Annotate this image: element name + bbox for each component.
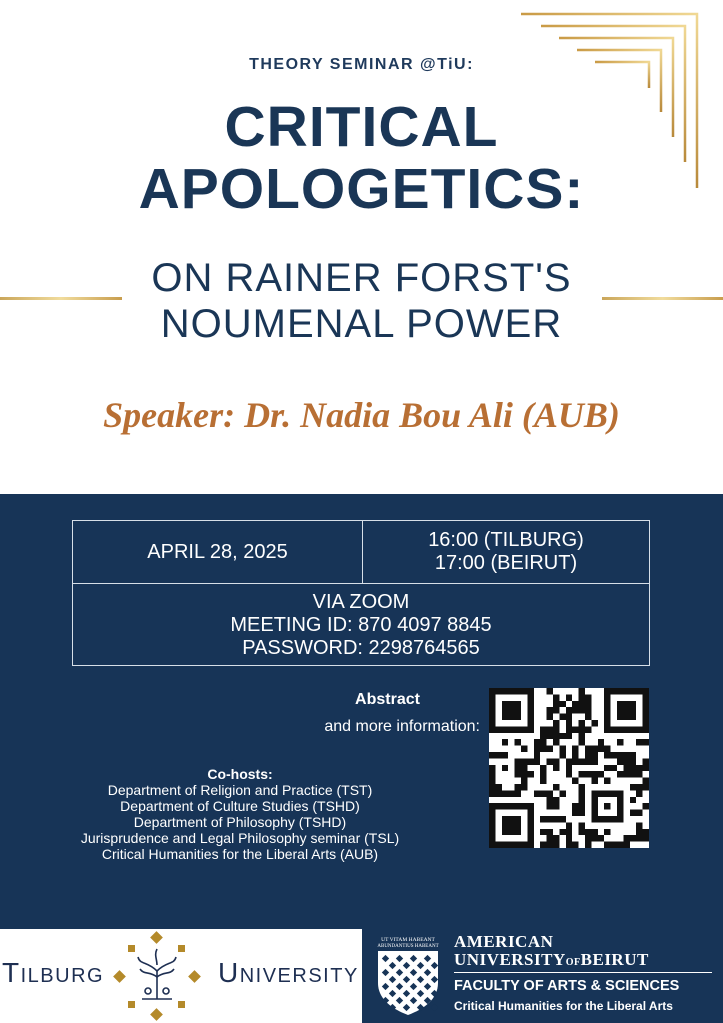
cohost-item: Department of Religion and Practice (TST)	[107, 782, 373, 798]
cohosts-heading: Co-hosts:	[207, 766, 273, 782]
via-zoom: VIA ZOOM	[312, 590, 410, 613]
event-title	[0, 96, 723, 220]
event-date: APRIL 28, 2025	[73, 521, 363, 583]
time-tilburg: 16:00 (TILBURG)	[428, 529, 584, 551]
cohost-item: Critical Humanities for the Liberal Arts (AUB)	[101, 846, 379, 862]
seminar-kicker: THEORY SEMINAR @TiU:	[249, 56, 474, 73]
qr-code[interactable]	[489, 688, 649, 848]
aub-motto-2: ABUNDANTIUS HABEANT	[377, 944, 439, 949]
meeting-id[interactable]: MEETING ID: 870 4097 8845	[230, 613, 492, 636]
aub-line-1: AMERICAN	[454, 932, 554, 951]
time-beirut: 17:00 (BEIRUT)	[434, 552, 578, 574]
abstract-heading: Abstract	[355, 691, 420, 708]
aub-motto-1: UT VITAM HABEANT	[381, 937, 435, 943]
tilburg-university-logo	[0, 929, 362, 1023]
event-details-table	[72, 520, 650, 666]
tilburg-wordmark: Tilburg	[2, 957, 105, 988]
program-name: Critical Humanities for the Liberal Arts	[454, 999, 673, 1013]
subtitle-line-2: NOUMENAL POWER	[160, 302, 563, 346]
header-section	[0, 0, 723, 494]
aub-name	[454, 933, 649, 972]
aub-line-2: UNIVERSITYOFBEIRUT	[454, 950, 649, 969]
cohosts-block	[40, 766, 440, 862]
event-times	[363, 521, 649, 583]
event-subtitle	[0, 255, 723, 347]
university-wordmark: University	[218, 957, 359, 988]
faculty-name: FACULTY OF ARTS & SCIENCES	[454, 978, 680, 994]
aub-logo-block	[362, 929, 723, 1023]
title-line-1: CRITICAL	[224, 95, 499, 159]
meeting-password[interactable]: PASSWORD: 2298764565	[242, 636, 480, 659]
aub-divider	[454, 972, 712, 973]
zoom-details	[73, 584, 649, 666]
title-line-2: APOLOGETICS:	[138, 157, 585, 221]
cohost-item: Jurisprudence and Legal Philosophy seminar (TSL)	[80, 830, 400, 846]
aub-shield-icon	[372, 933, 444, 1017]
tilburg-emblem-icon	[102, 931, 212, 1021]
subtitle-line-1: ON RAINER FORST'S	[151, 256, 572, 300]
more-info-label: and more information:	[324, 718, 480, 735]
speaker-line: Speaker: Dr. Nadia Bou Ali (AUB)	[103, 395, 620, 435]
cohost-item: Department of Philosophy (TSHD)	[133, 814, 347, 830]
date-time-row	[73, 521, 649, 584]
cohost-item: Department of Culture Studies (TSHD)	[120, 798, 360, 814]
